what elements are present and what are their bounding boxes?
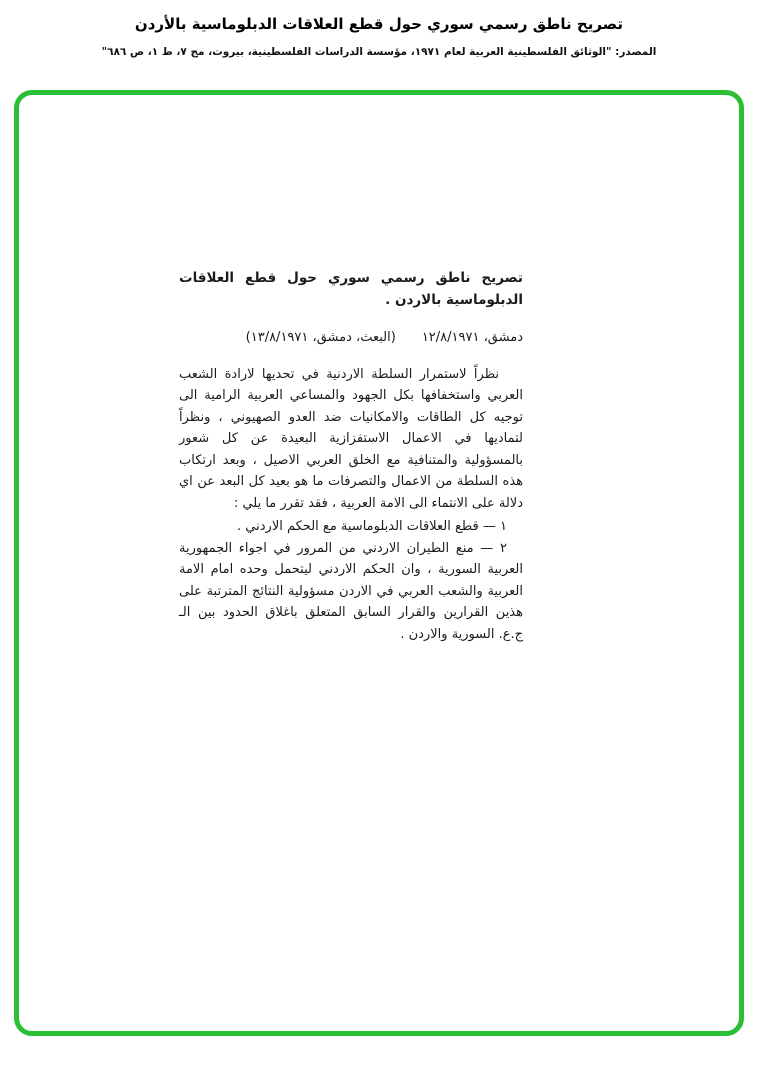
header-title: تصريح ناطق رسمي سوري حول قطع العلاقات الدبلوماسية بالأردن: [134, 15, 624, 33]
scanned-document: [179, 267, 523, 645]
document-item-2: ٢ — منع الطيران الاردني من المرور في اجواء الجمهورية العربية السورية ، وان الحكم الاردني ليتحمل وحده امام الامة العربية والشعب العربي في الاردن مسؤولية النتائج المترتبة على هذين القرارين والقرار السابق المتعلق باغلاق الحدود بين الـ ج.ع. السورية والاردن .: [179, 540, 523, 642]
document-dateline: [179, 327, 523, 349]
document-body-paragraph: نظراً لاستمرار السلطة الاردنية في تحديها لارادة الشعب العربي واستخفافها بكل الجهود والمساعي العربية الرامية الى توجيه كل الطاقات والامكانيات ضد العدو الصهيوني ، ونظراً لتماديها في الاعمال الاستفزازية البعيدة عن كل شعور بالمسؤولية والمتنافية مع الخلق العربي الاصيل ، وبعد ارتكاب هذه السلطة من الاعمال والتصرفات ما هو بعيد كل البعد عن اي دلالة على الانتماء الى الامة العربية ، فقد تقرر ما يلي :: [179, 366, 523, 511]
document-item-1: ١ — قطع العلاقات الدبلوماسية مع الحكم الاردني .: [237, 519, 507, 534]
dateline-place-date: دمشق، ١٢/٨/١٩٧١: [421, 330, 523, 345]
header-source-line: المصدر: "الوثائق الفلسطينية العربية لعام ١٩٧١، مؤسسة الدراسات الفلسطينية، بيروت، مج ٧، ط ١، ص ٦٨٦": [101, 46, 657, 58]
document-frame: [14, 90, 744, 1036]
page-header: [0, 0, 758, 58]
dateline-source-ref: (البعث، دمشق، ١٣/٨/١٩٧١): [245, 330, 396, 345]
document-title: تصريح ناطق رسمي سوري حول قطع العلاقات الدبلوماسية بالاردن .: [179, 270, 523, 308]
